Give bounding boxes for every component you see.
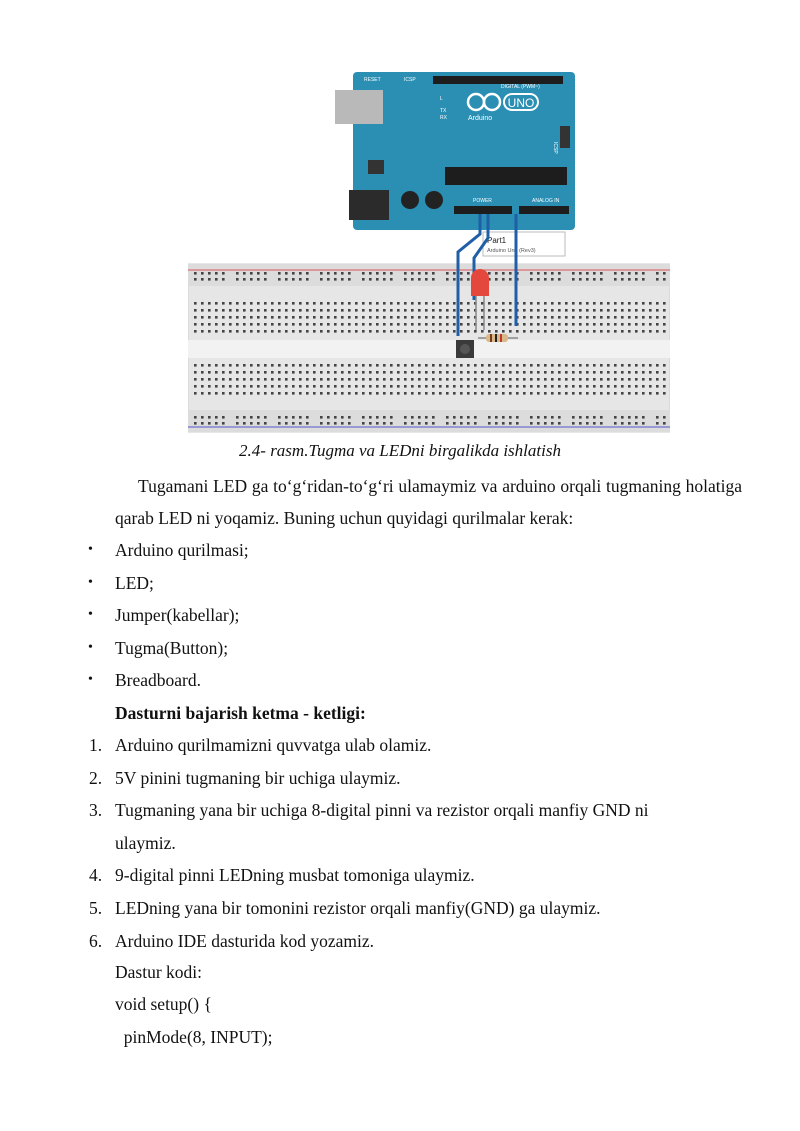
figure-caption: 2.4- rasm.Tugma va LEDni birgalikda ishlatish	[239, 441, 561, 460]
step-number: 2.	[89, 767, 103, 788]
push-button	[456, 340, 474, 358]
step-text: Tugmaning yana bir uchiga 8-digital pinni va rezistor orqali manfiy GND ni	[115, 800, 649, 821]
circuit-figure	[188, 72, 670, 434]
bullet-marker: •	[88, 672, 93, 688]
step-text: Arduino qurilmamizni quvvatga ulab olamiz.	[115, 735, 432, 755]
step-text: 5V pinini tugmaning bir uchiga ulaymiz.	[115, 767, 401, 788]
arduino-uno-board	[335, 72, 575, 230]
bullet-marker: •	[88, 574, 93, 590]
l-label: L	[440, 96, 443, 102]
step-number: 3.	[89, 800, 103, 821]
component-item: Jumper(kabellar);	[115, 605, 240, 626]
code-line: void setup() {	[115, 994, 212, 1014]
part-label-box	[483, 232, 565, 256]
component-item: Tugma(Button);	[115, 637, 229, 658]
part-label: Part1	[487, 236, 507, 245]
component-item: Arduino qurilmasi;	[115, 540, 249, 560]
icsp-label: ICSP	[404, 77, 416, 83]
step-number: 1.	[89, 735, 103, 755]
code-line: pinMode(8, INPUT);	[115, 1026, 273, 1047]
analog-label: ANALOG IN	[532, 198, 560, 204]
steps-heading: Dasturni bajarish ketma - ketligi:	[115, 703, 366, 723]
icsp2-label: ICSP	[552, 142, 558, 154]
component-item: LED;	[115, 572, 154, 593]
power-label: POWER	[473, 198, 492, 204]
bullet-marker: •	[88, 542, 93, 557]
reset-label: RESET	[364, 77, 381, 83]
rx-label: RX	[440, 115, 447, 121]
bullet-marker: •	[88, 639, 93, 655]
step-text: 9-digital pinni LEDning musbat tomoniga ulaymiz.	[115, 865, 475, 886]
tx-label: TX	[440, 108, 447, 114]
step-number: 4.	[89, 865, 103, 886]
code-label: Dastur kodi:	[115, 962, 203, 982]
uno-logo: UNO	[507, 96, 535, 110]
component-item: Breadboard.	[115, 670, 202, 691]
step-number: 6.	[89, 930, 103, 951]
step-text: ulaymiz.	[115, 832, 176, 853]
step-text: LEDning yana bir tomonini rezistor orqali manfiy(GND) ga ulaymiz.	[115, 898, 601, 918]
part-sublabel: Arduino Uno (Rev3)	[487, 248, 536, 254]
step-number: 5.	[89, 898, 103, 918]
arduino-logo: Arduino	[468, 115, 493, 122]
step-text: Arduino IDE dasturida kod yozamiz.	[115, 930, 375, 951]
intro-paragraph: Tugamani LED ga to‘g‘ridan-to‘g‘ri ulamaymiz va arduino orqali tugmaning holatiga qarab LED ni yoqamiz. Buning uchun quyidagi qurilmalar kerak:	[115, 476, 742, 528]
bullet-marker: •	[88, 607, 93, 623]
digital-label: DIGITAL (PWM~)	[501, 84, 540, 90]
